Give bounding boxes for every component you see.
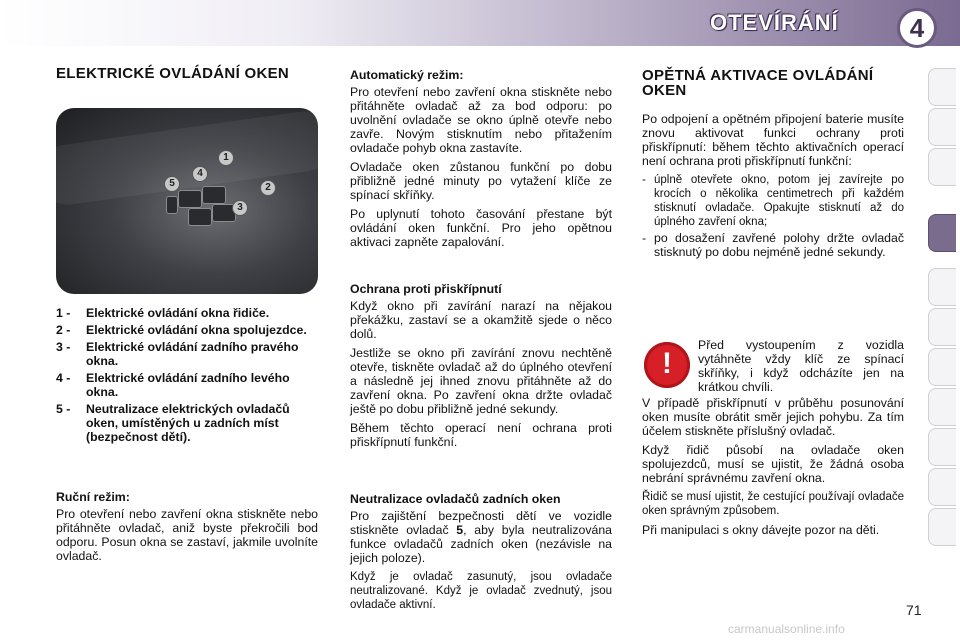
legend-item: 2 - Elektrické ovládání okna spolujezdce. xyxy=(56,323,307,337)
reactivation-step: - po dosažení zavřené polohy držte ovladač stisknutý po dobu nejméně jedné sekundy. xyxy=(642,231,904,259)
photo-callout-3: 3 xyxy=(232,200,248,216)
warning-note xyxy=(698,338,904,399)
warning-icon: ! xyxy=(644,342,690,388)
rear-neutralization-section xyxy=(350,492,612,617)
chapter-tab[interactable] xyxy=(928,148,956,186)
section-heading-reactivation: OPĚTNÁ AKTIVACE OVLÁDÁNÍ OKEN xyxy=(642,67,874,99)
legend-item: 3 - Elektrické ovládání zadního pravého okna. xyxy=(56,340,299,368)
auto-mode-text-1: Pro otevření nebo zavření okna stiskněte nebo přitáhněte ovladač až za bod odporu: po uvolnění ovladače se okno úplně otevře nebo zavře. Novým stisknutím nebo přitažením ovladače pohyb okna zastavíte. xyxy=(350,85,612,155)
page-header xyxy=(0,0,960,50)
reactivation-step: - úplně otevřete okno, potom jej zavírejte po krocích o několika centimetrech při každém stisknutí ovladače. Opakujte stisknutí až do úplného zavření okna; xyxy=(642,174,904,228)
watermark: carmanualsonline.info xyxy=(728,622,845,636)
anti-pinch-text-2: Jestliže se okno při zavírání znovu nechtěně otevře, tiskněte ovladač až do úplného otevření a následně jej ihned znovu přitáhněte až do zavření okna. Po zavření okna držte ovladač ještě po dobu přibližně jedné sekundy. xyxy=(350,346,612,416)
photo-callout-1: 1 xyxy=(218,150,234,166)
pinch-advice-text-4: Při manipulaci s okny dávejte pozor na děti. xyxy=(642,523,880,537)
rear-neutralization-text-2: Když je ovladač zasunutý, jsou ovladače neutralizované. Když je ovladač zvednutý, jsou ovladače aktivní. xyxy=(350,571,612,611)
pinch-advice-text-1: V případě přiskřípnutí v průběhu posunování oken musíte obrátit směr jejich pohybu. Za tím účelem stiskněte příslušný ovladač. xyxy=(642,396,904,438)
auto-mode-text-2: Ovladače oken zůstanou funkční po dobu přibližně jedné minuty po vytažení klíče ze spínací skříňky. xyxy=(350,160,612,202)
chapter-tab[interactable] xyxy=(928,508,956,546)
manual-mode-title: Ruční režim: xyxy=(56,490,130,504)
left-column xyxy=(56,66,318,81)
warning-text: Před vystoupením z vozidla vytáhněte vždy klíč ze spínací skříňky, i když odcházíte jen na krátkou chvíli. xyxy=(698,338,904,394)
manual-mode-text: Pro otevření nebo zavření okna stiskněte nebo přitáhněte ovladač, aniž byste překročili bod odporu. Posun okna se zastaví, jakmile uvolníte ovladač. xyxy=(56,507,318,563)
anti-pinch-text-1: Když okno při zavírání narazí na nějakou překážku, zastaví se a okamžitě sjede o něco dolů. xyxy=(350,299,612,341)
chapter-tab[interactable] xyxy=(928,388,956,426)
chapter-tab[interactable] xyxy=(928,308,956,346)
photo-callout-4: 4 xyxy=(192,166,208,182)
anti-pinch-section xyxy=(350,282,612,454)
chapter-tab[interactable] xyxy=(928,268,956,306)
section-heading-electric-windows: ELEKTRICKÉ OVLÁDÁNÍ OKEN xyxy=(56,65,290,82)
auto-mode-text-3: Po uplynutí tohoto časování přestane být ovládání oken funkční. Pro jeho opětnou aktivaci zapněte zapalování. xyxy=(350,207,612,249)
legend-item: 5 - Neutralizace elektrických ovladačů oken, umístěných u zadních míst (bezpečnost dětí). xyxy=(56,402,290,444)
photo-callout-5: 5 xyxy=(164,176,180,192)
pinch-advice-section xyxy=(642,396,904,542)
switch-legend xyxy=(56,306,318,447)
chapter-tab[interactable] xyxy=(928,108,956,146)
chapter-tab[interactable] xyxy=(928,468,956,506)
pinch-advice-text-2: Když řidič působí na ovladače oken spolujezdců, musí se ujistit, že žádná osoba nebrání správnému zavření okna. xyxy=(642,443,904,485)
photo-callout-2: 2 xyxy=(260,180,276,196)
chapter-tab[interactable] xyxy=(928,348,956,386)
chapter-number-badge: 4 xyxy=(897,8,937,48)
anti-pinch-text-3: Během těchto operací není ochrana proti přiskřípnutí funkční. xyxy=(350,421,612,449)
chapter-tab-active[interactable] xyxy=(928,214,956,252)
manual-mode-section xyxy=(56,490,318,568)
auto-mode-title: Automatický režim: xyxy=(350,68,464,82)
chapter-tabs xyxy=(928,68,960,574)
rear-neutralization-text-1: Pro zajištění bezpečnosti dětí ve vozidle stiskněte ovladač 5, aby byla neutralizována funkce ovladačů zadních oken (nezávisle na jejich poloze). xyxy=(350,509,612,565)
pinch-advice-text-3: Řidič se musí ujistit, že cestující používají ovladače oken správným způsobem. xyxy=(642,491,904,517)
reactivation-text: Po odpojení a opětném připojení baterie musíte znovu aktivovat funkci ochrany proti přiskřípnutí: během těchto aktivačních operací není ochrana proti přiskřípnutí funkční: xyxy=(642,112,904,168)
rear-neutralization-title: Neutralizace ovladačů zadních oken xyxy=(350,492,561,506)
chapter-title: OTEVÍRÁNÍ xyxy=(710,10,839,35)
legend-item: 4 - Elektrické ovládání zadního levého okna. xyxy=(56,371,290,399)
legend-item: 1 - Elektrické ovládání okna řidiče. xyxy=(56,306,270,320)
window-switch-photo xyxy=(56,108,318,294)
reactivation-section xyxy=(642,68,904,261)
chapter-tab[interactable] xyxy=(928,428,956,466)
page-number: 71 xyxy=(906,602,922,618)
auto-mode-section xyxy=(350,68,612,254)
anti-pinch-title: Ochrana proti přiskřípnutí xyxy=(350,282,502,296)
chapter-tab[interactable] xyxy=(928,68,956,106)
